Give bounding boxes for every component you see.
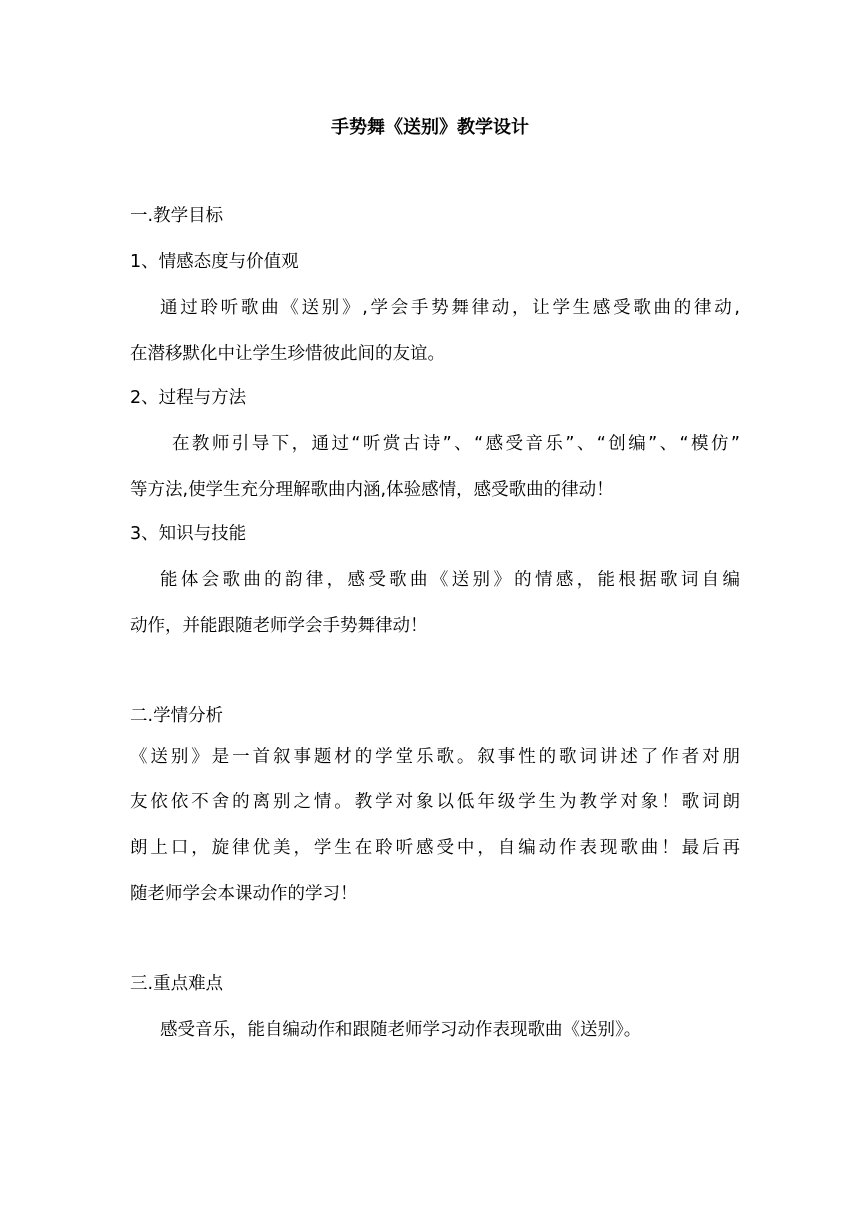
paragraph-line: 朗上口，旋律优美，学生在聆听感受中，自编动作表现歌曲！最后再 [130, 838, 740, 858]
paragraph-line: 感受音乐，能自编动作和跟随老师学习动作表现歌曲《送别》。 [160, 1020, 642, 1040]
section-heading-student-analysis: 二.学情分析 [130, 706, 224, 726]
paragraph-line: 通过聆听歌曲《送别》,学会手势舞律动，让学生感受歌曲的律动, [160, 298, 740, 318]
paragraph-line: 能体会歌曲的韵律，感受歌曲《送别》的情感，能根据歌词自编 [160, 570, 740, 590]
paragraph-line: 等方法,使学生充分理解歌曲内涵,体验感情，感受歌曲的律动！ [130, 480, 614, 500]
section-heading-objectives: 一.教学目标 [130, 206, 224, 226]
paragraph-line: 动作，并能跟随老师学会手势舞律动！ [130, 616, 428, 636]
paragraph-line: 《送别》是一首叙事题材的学堂乐歌。叙事性的歌词讲述了作者对朋 [130, 747, 740, 767]
paragraph-line: 在教师引导下，通过“听赏古诗”、“感受音乐”、“创编”、“模仿” [172, 434, 740, 454]
paragraph-line: 在潜移默化中让学生珍惜彼此间的友谊。 [130, 344, 445, 364]
section-heading-key-points: 三.重点难点 [130, 974, 224, 994]
subheading-emotion-values: 1、情感态度与价值观 [130, 252, 299, 272]
paragraph-line: 友依依不舍的离别之情。教学对象以低年级学生为教学对象！歌词朗 [130, 792, 740, 812]
subheading-process-methods: 2、过程与方法 [130, 388, 247, 408]
subheading-knowledge-skills: 3、知识与技能 [130, 524, 247, 544]
document-title: 手势舞《送别》教学设计 [331, 117, 529, 138]
paragraph-line: 随老师学会本课动作的学习！ [130, 884, 358, 904]
